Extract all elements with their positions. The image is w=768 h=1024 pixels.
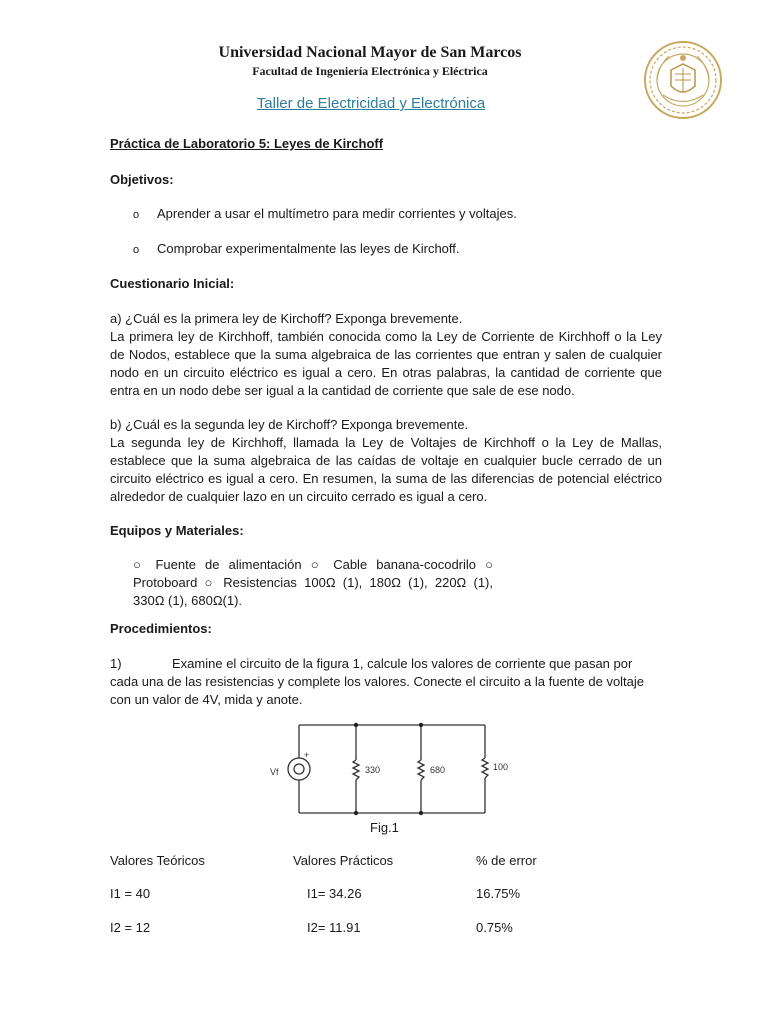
node-dot: [354, 811, 358, 815]
questionnaire-heading: Cuestionario Inicial:: [110, 276, 235, 291]
node-dot: [354, 723, 358, 727]
table-header: % de error: [476, 853, 537, 868]
table-cell: I2 = 12: [110, 920, 151, 935]
table-cell: I2= 11.91: [307, 920, 361, 935]
procedures-heading: Procedimientos:: [110, 621, 212, 636]
university-seal: [643, 40, 723, 120]
resistor-680: [418, 760, 424, 780]
procedure-step-number: 1): [110, 656, 122, 671]
resistor-100: [482, 758, 488, 778]
answer-a: La primera ley de Kirchhoff, también conocida como la Ley de Corriente de Kirchhoff o la Ley de Nodos, establece que la suma algebraica de las corrientes que entran y salen de cualquier nodo en un circuito eléctrico es igual a cero. En otras palabras, la cantidad de corriente que entra en un nodo debe ser igual a la cantidad de corriente que sale de ese nodo.: [110, 329, 662, 398]
circuit-figure: [260, 718, 510, 820]
practice-title: Práctica de Laboratorio 5: Leyes de Kirchoff: [110, 136, 384, 151]
resistor-label: 100: [493, 762, 509, 772]
objectives-heading: Objetivos:: [110, 172, 174, 187]
answer-b: La segunda ley de Kirchhoff, llamada la Ley de Voltajes de Kirchhoff o la Ley de Mallas, establece que la suma algebraica de las caídas de voltaje en cualquier bucle cerrado de un circuito eléctrico es igual a cero. En resumen, la suma de las diferencias de potencial eléctrico alrededor de cualquier lazo en un circuito cerrado es igual a cero.: [110, 435, 662, 504]
source-plus: +: [304, 750, 310, 760]
objective-item: Aprender a usar el multímetro para medir corrientes y voltajes.: [157, 206, 517, 221]
resistor-label: 680: [430, 765, 446, 775]
table-header: Valores Teóricos: [110, 853, 205, 868]
university-name: Universidad Nacional Mayor de San Marcos: [218, 44, 522, 61]
objective-bullet: o: [133, 244, 140, 256]
node-dot: [419, 811, 423, 815]
equipment-list: ○ Fuente de alimentación ○ Cable banana-cocodrilo ○ Protoboard ○ Resistencias 100Ω (1), 180Ω (1), 220Ω (1), 330Ω (1), 680Ω(1).: [133, 557, 493, 608]
course-title: Taller de Electricidad y Electrónica: [256, 95, 486, 112]
question-b: b) ¿Cuál es la segunda ley de Kirchoff? Exponga brevemente.: [110, 417, 469, 432]
figure-caption: Fig.1: [370, 820, 399, 835]
source-label: Vf: [270, 767, 279, 777]
question-a: a) ¿Cuál es la primera ley de Kirchoff? Exponga brevemente.: [110, 311, 463, 326]
resistor-label: 330: [365, 765, 381, 775]
resistor-330: [353, 760, 359, 780]
node-dot: [419, 723, 423, 727]
table-cell: I1 = 40: [110, 886, 151, 901]
objective-bullet: o: [133, 209, 140, 221]
equipment-heading: Equipos y Materiales:: [110, 523, 244, 538]
faculty-name: Facultad de Ingeniería Electrónica y Eléctrica: [252, 64, 488, 78]
procedure-step-text: Examine el circuito de la figura 1, calcule los valores de corriente que pasan por cada una de las resistencias y complete los valores. Conecte el circuito a la fuente de voltaje con un valor de 4V, mida y anote.: [110, 656, 645, 707]
table-cell: I1= 34.26: [307, 886, 362, 901]
table-cell: 16.75%: [476, 886, 521, 901]
table-cell: 0.75%: [476, 920, 513, 935]
table-header: Valores Prácticos: [293, 853, 394, 868]
objective-item: Comprobar experimentalmente las leyes de Kirchoff.: [157, 241, 460, 256]
